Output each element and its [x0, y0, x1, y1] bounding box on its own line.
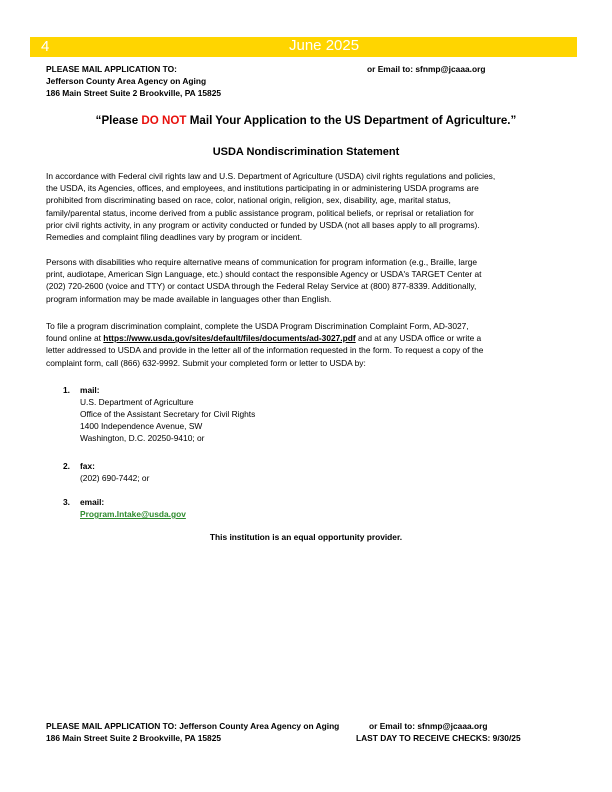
method-line: Washington, D.C. 20250-9410; or — [80, 433, 205, 443]
mailing-org: Jefferson County Area Agency on Aging — [46, 76, 207, 86]
paragraph-line: In accordance with Federal civil rights law and U.S. Department of Agriculture (USDA) civil rights regulations and policies, — [46, 171, 496, 181]
warning-after: Mail Your Application to the US Department of Agriculture.” — [186, 114, 517, 127]
method-number: 2. — [63, 461, 70, 471]
paragraph-line — [46, 332, 576, 344]
paragraph-line: print, audiotape, American Sign Language, etc.) should contact the responsible Agency or USDA's TARGET Center at — [46, 269, 482, 280]
method-line: Office of the Assistant Secretary for Civil Rights — [80, 409, 256, 419]
method-label: fax: — [80, 461, 95, 471]
method-line: 1400 Independence Avenue, SW — [80, 421, 203, 431]
footer-mailing: PLEASE MAIL APPLICATION TO: Jefferson County Area Agency on Aging — [46, 721, 340, 731]
warning-notice — [0, 114, 612, 127]
method-label: mail: — [80, 385, 100, 395]
footer-email: or Email to: sfnmp@jcaaa.org — [369, 721, 488, 731]
statement-paragraph-3 — [46, 320, 576, 369]
paragraph-line: the USDA, its Agencies, offices, and employees, and institutions participating in or administering USDA programs are — [46, 183, 479, 194]
usda-email-link[interactable]: Program.Intake@usda.gov — [80, 509, 186, 519]
paragraph-line: prior civil rights activity, in any program or activity conducted or funded by USDA (not all bases apply to all programs). — [46, 219, 480, 230]
paragraph-line: Remedies and complaint filing deadlines vary by program or incident. — [46, 232, 303, 243]
header-bar — [30, 37, 577, 57]
paragraph-line: letter addressed to USDA and provide in the letter all of the information requested in the form. To request a copy of the — [46, 345, 484, 356]
footer — [46, 720, 576, 744]
paragraph-line: family/parental status, income derived from a public assistance program, political beliefs, or reprisal or retaliation for — [46, 207, 474, 218]
paragraph-line: To file a program discrimination complaint, complete the USDA Program Discrimination Complaint Form, AD-3027, — [46, 321, 469, 331]
equal-opportunity-statement: This institution is an equal opportunity provider. — [209, 532, 403, 542]
method-number: 3. — [63, 497, 70, 507]
warning-emphasis: DO NOT — [141, 114, 187, 127]
statement-paragraph-2 — [46, 256, 576, 305]
paragraph-line: Persons with disabilities who require alternative means of communication for program information (e.g., Braille, large — [46, 257, 478, 267]
method-number: 1. — [63, 385, 70, 395]
warning-before: “Please — [95, 114, 142, 127]
page-number: 4 — [41, 38, 50, 55]
mailing-address: 186 Main Street Suite 2 Brookville, PA 15825 — [46, 88, 222, 98]
statement-paragraph-1 — [46, 170, 576, 243]
paragraph-line: (202) 720-2600 (voice and TTY) or contact USDA through the Federal Relay Service at (800) 877-8339. Additionally, — [46, 281, 477, 292]
text-before-link: found online at — [46, 333, 104, 344]
complaint-form-link[interactable]: https://www.usda.gov/sites/default/files/documents/ad-3027.pdf — [103, 333, 356, 344]
paragraph-line: prohibited from discriminating based on race, color, national origin, religion, sex, disability, age, marital status, — [46, 195, 451, 206]
method-line: (202) 690-7442; or — [80, 473, 150, 483]
footer-address: 186 Main Street Suite 2 Brookville, PA 15825 — [46, 733, 222, 743]
method-line: U.S. Department of Agriculture — [80, 397, 194, 407]
mailing-address-block — [46, 63, 221, 99]
method-label: email: — [80, 497, 105, 507]
header-month: June 2025 — [289, 37, 360, 54]
footer-deadline: LAST DAY TO RECEIVE CHECKS: 9/30/25 — [356, 733, 521, 743]
mailing-email: or Email to: sfnmp@jcaaa.org — [367, 64, 486, 74]
statement-title: USDA Nondiscrimination Statement — [212, 146, 400, 158]
paragraph-line: complaint form, call (866) 632-9992. Submit your completed form or letter to USDA by: — [46, 357, 366, 368]
paragraph-line: program information may be made available in languages other than English. — [46, 293, 332, 304]
mailing-label: PLEASE MAIL APPLICATION TO: — [46, 64, 177, 74]
text-after-link: and at any USDA office or write a — [355, 333, 482, 344]
